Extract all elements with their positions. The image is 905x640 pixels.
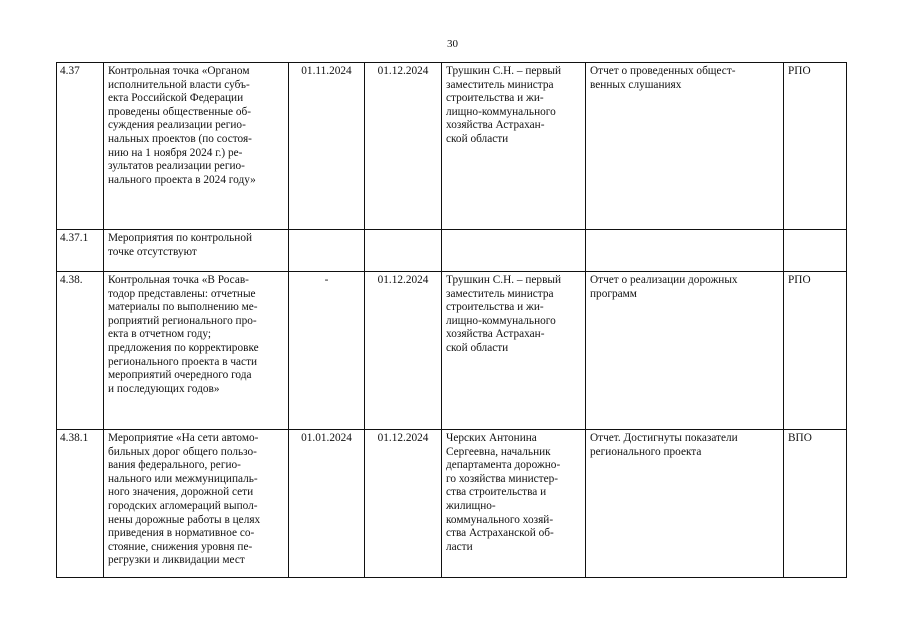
row-level: [784, 230, 847, 272]
row-start-date: [289, 230, 365, 272]
row-responsible: Трушкин С.Н. – первый заместитель министра строительства и жи- лищно-коммунального хозяйства Астрахан- ской области: [442, 272, 586, 430]
row-number: 4.37: [57, 63, 104, 230]
row-start-date: -: [289, 272, 365, 430]
table-row: [57, 63, 847, 230]
row-result: Отчет о реализации дорожных программ: [586, 272, 784, 430]
row-description: Мероприятия по контрольной точке отсутствуют: [104, 230, 289, 272]
row-end-date: 01.12.2024: [365, 63, 442, 230]
row-level: РПО: [784, 63, 847, 230]
row-responsible: Черских Антонина Сергеевна, начальник департамента дорожно- го хозяйства министер- ства строительства и жилищно- коммунального хозяй- ства Астраханской об- ласти: [442, 430, 586, 578]
row-end-date: 01.12.2024: [365, 430, 442, 578]
row-level: ВПО: [784, 430, 847, 578]
row-number: 4.38.: [57, 272, 104, 430]
table-row: [57, 430, 847, 578]
row-result: Отчет о проведенных общест- венных слушаниях: [586, 63, 784, 230]
row-start-date: 01.11.2024: [289, 63, 365, 230]
table-row: [57, 230, 847, 272]
row-description: Контрольная точка «Органом исполнительной власти субъ- екта Российской Федерации проведены общественные об- суждения реализации регио- нальных проектов (по состоя- нию на 1 ноября 2024 г.) ре- зультатов реализации регио- нального проекта в 2024 году»: [104, 63, 289, 230]
row-description: Мероприятие «На сети автомо- бильных дорог общего пользо- вания федерального, регио- нального или межмуниципаль- ного значения, дорожной сети городских агломераций выпол- нены дорожные работы в целях приведения в нормативное со- стояние, снижения уровня пе- регрузки и ликвидации мест: [104, 430, 289, 578]
row-start-date: 01.01.2024: [289, 430, 365, 578]
row-description: Контрольная точка «В Росав- тодор представлены: отчетные материалы по выполнению ме- роприятий регионального про- екта в отчетном году; предложения по корректировке регионального проекта в части мероприятий очередного года и последующих годов»: [104, 272, 289, 430]
row-end-date: [365, 230, 442, 272]
row-end-date: 01.12.2024: [365, 272, 442, 430]
row-responsible: Трушкин С.Н. – первый заместитель министра строительства и жи- лищно-коммунального хозяйства Астрахан- ской области: [442, 63, 586, 230]
plan-table: [56, 62, 847, 578]
page-number: 30: [447, 38, 458, 50]
row-result: [586, 230, 784, 272]
row-number: 4.37.1: [57, 230, 104, 272]
row-number: 4.38.1: [57, 430, 104, 578]
table-row: [57, 272, 847, 430]
row-responsible: [442, 230, 586, 272]
row-level: РПО: [784, 272, 847, 430]
row-result: Отчет. Достигнуты показатели регионального проекта: [586, 430, 784, 578]
